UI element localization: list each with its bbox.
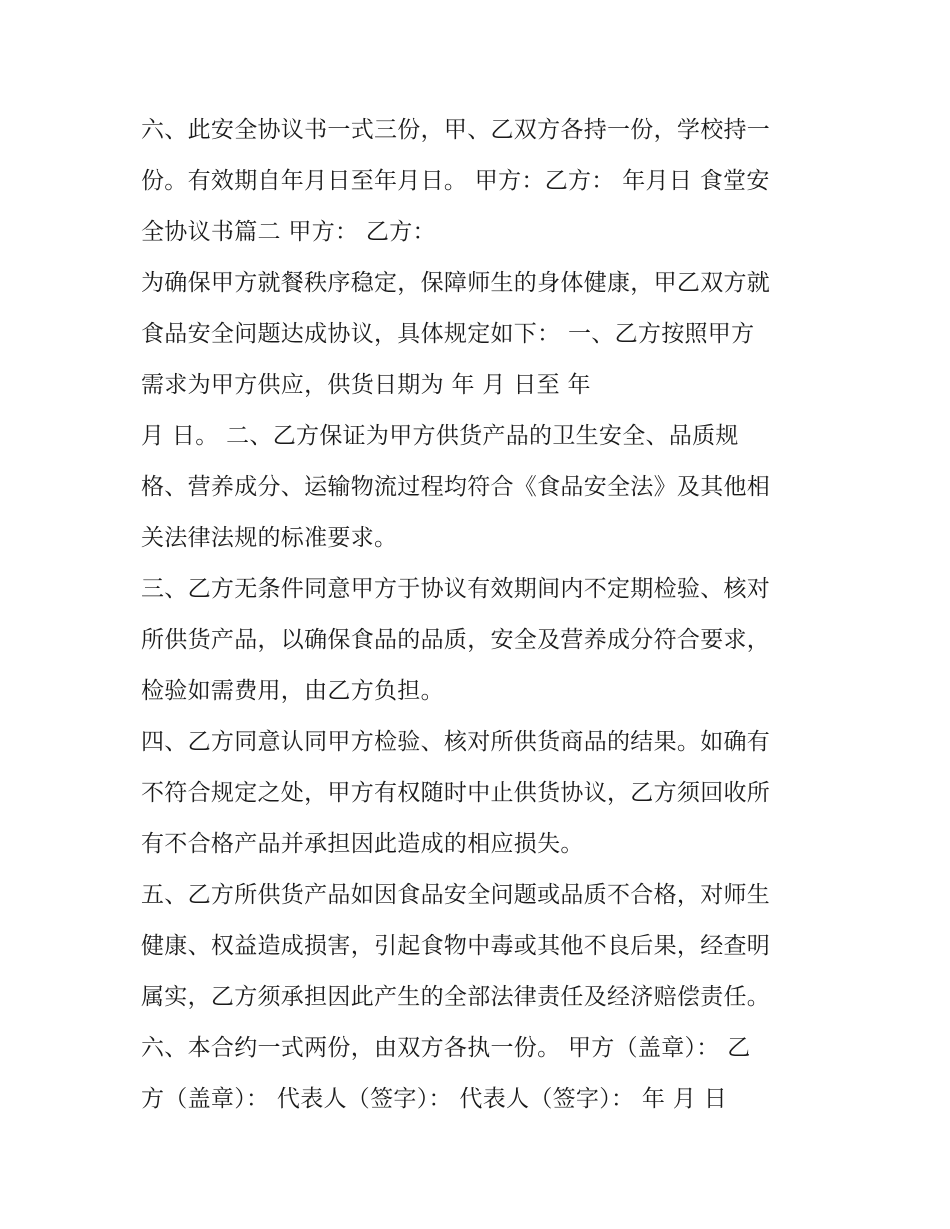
text-line: 有不合格产品并承担因此造成的相应损失。 [141,831,584,857]
text-line: 六、此安全协议书一式三份，甲、乙双方各持一份，学校持一 [141,117,771,143]
text-line: 需求为甲方供应，供货日期为 年 月 日至 年 [141,372,591,398]
text-line: 关法律法规的标准要求。 [141,525,398,551]
text-line: 不符合规定之处，甲方有权随时中止供货协议，乙方须回收所 [141,780,771,806]
text-line: 健康、权益造成损害，引起食物中毒或其他不良后果，经查明 [141,933,771,959]
text-line: 六、本合约一式两份，由双方各执一份。 甲方（盖章）： 乙 [141,1035,751,1061]
text-line: 格、营养成分、运输物流过程均符合《食品安全法》及其他相 [141,474,771,500]
text-line: 三、乙方无条件同意甲方于协议有效期间内不定期检验、核对 [141,576,771,602]
text-line: 食品安全问题达成协议，具体规定如下： 一、乙方按照甲方 [141,321,755,347]
text-line: 全协议书篇二 甲方： 乙方： [141,219,436,245]
text-line: 检验如需费用，由乙方负担。 [141,678,444,704]
text-line: 四、乙方同意认同甲方检验、核对所供货商品的结果。如确有 [141,729,771,755]
text-line: 份。有效期自年月日至年月日。 甲方：乙方： 年月日 食堂安 [141,168,770,194]
text-line: 月 日。 二、乙方保证为甲方供货产品的卫生安全、品质规 [141,423,739,449]
text-line: 属实，乙方须承担因此产生的全部法律责任及经济赔偿责任。 [141,984,771,1010]
text-line: 五、乙方所供货产品如因食品安全问题或品质不合格，对师生 [141,882,771,908]
text-line: 方（盖章）： 代表人（签字）： 代表人（签字）： 年 月 日 [141,1086,728,1112]
text-line: 所供货产品，以确保食品的品质，安全及营养成分符合要求， [141,627,771,653]
text-line: 为确保甲方就餐秩序稳定，保障师生的身体健康，甲乙双方就 [141,270,771,296]
